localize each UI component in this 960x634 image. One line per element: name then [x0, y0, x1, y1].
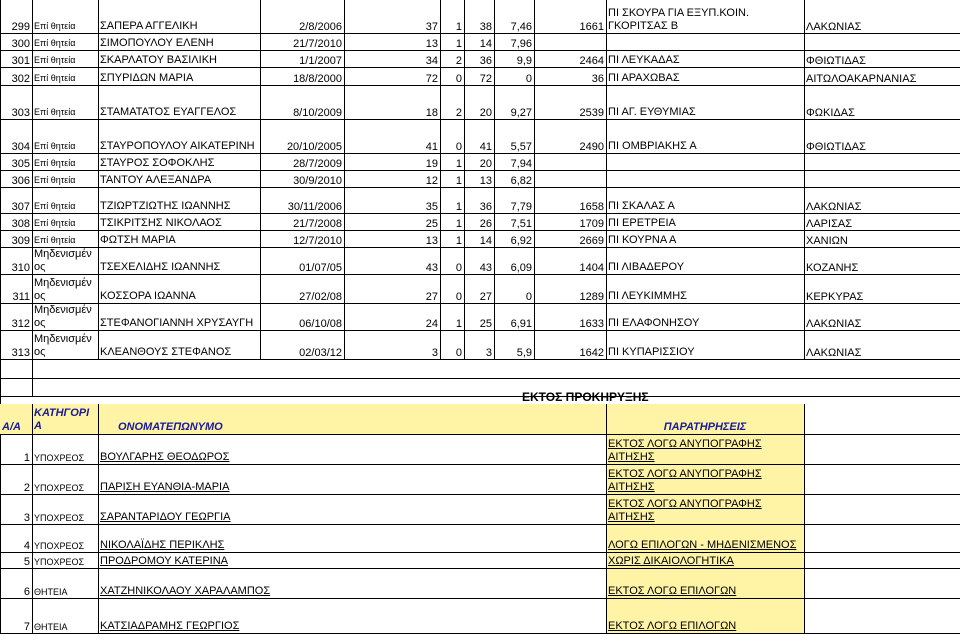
cell-name: ΤΑΝΤΟΥ ΑΛΕΞΑΝΔΡΑ: [100, 174, 212, 186]
cell-code: 1633: [579, 318, 604, 330]
cell-date: 21/7/2010: [293, 38, 342, 50]
cell-school: ΠΙ ΣΚΟΥΡΑ ΓΙΑ ΕΞΥΠ.ΚΟΙΝ. ΓΚΟΡΙΤΣΑΣ Β: [608, 7, 750, 32]
cell-name: ΣΑΡΑΝΤΑΡΙΔΟΥ ΓΕΩΡΓΙΑ: [100, 511, 231, 523]
cell-code: 36: [591, 73, 604, 85]
cell-aa: 1: [23, 452, 30, 464]
cell-n1: 18: [425, 107, 438, 119]
cell-n3: 27: [479, 291, 492, 303]
cell-n1: 25: [425, 218, 438, 230]
cell-code: 1642: [579, 347, 604, 359]
col-border: [494, 0, 495, 360]
cell-score: 6,82: [510, 175, 532, 187]
cell-category: Επί θητεία: [34, 21, 76, 31]
cell-code: 2490: [579, 141, 604, 153]
cell-aa: 2: [23, 482, 30, 494]
cell-aa: 305: [11, 158, 30, 170]
cell-aa: 5: [23, 556, 30, 568]
cell-aa: 312: [11, 318, 30, 330]
cell-category: Επί θητεία: [34, 218, 76, 228]
cell-code: 1709: [579, 218, 604, 230]
cell-score: 7,96: [510, 38, 532, 50]
cell-aa: 4: [23, 540, 30, 552]
cell-aa: 6: [23, 586, 30, 598]
cell-category: Επί θητεία: [34, 38, 76, 48]
cell-name: ΤΖΙΩΡΤΖΙΩΤΗΣ ΙΩΑΝΝΗΣ: [100, 200, 231, 212]
cell-region: ΦΩΚΙΔΑΣ: [806, 107, 855, 119]
cell-n2: 1: [455, 21, 462, 33]
cell-category: Μηδενισμέν ος: [34, 333, 92, 358]
cell-date: 18/8/2000: [293, 73, 342, 85]
header-name: ΟΝΟΜΑΤΕΠΩΝΥΜΟ: [98, 404, 606, 434]
cell-n1: 34: [425, 55, 438, 67]
cell-category: ΥΠΟΧΡΕΟΣ: [34, 483, 85, 493]
cell-category: Μηδενισμέν ος: [34, 277, 92, 302]
cell-school: ΠΙ ΑΡΑΧΩΒΑΣ: [608, 72, 680, 84]
cell-school: [606, 34, 804, 51]
cell-n1: 13: [425, 235, 438, 247]
cell-n1: 24: [425, 318, 438, 330]
cell-n3: 13: [479, 175, 492, 187]
cell-category: Μηδενισμέν ος: [34, 248, 92, 273]
col-border: [440, 0, 441, 360]
cell-date: 1/1/2007: [299, 55, 342, 67]
cell-n3: 38: [479, 21, 492, 33]
cell-date: 06/10/08: [299, 318, 342, 330]
cell-remarks: ΛΟΓΩ ΕΠΙΛΟΓΩΝ - ΜΗΔΕΝΙΣΜΕΝΟΣ: [606, 525, 804, 553]
cell-aa: 301: [11, 55, 30, 67]
cell-n3: 43: [479, 262, 492, 274]
cell-aa: 300: [11, 38, 30, 50]
cell-name: ΣΚΑΡΛΑΤΟΥ ΒΑΣΙΛΙΚΗ: [100, 54, 217, 66]
cell-score: 7,79: [510, 201, 532, 213]
cell-region: ΑΙΤΩΛΟΑΚΑΡΝΑΝΙΑΣ: [806, 73, 917, 85]
cell-school: ΠΙ ΚΟΥΡΝΑ Α: [608, 234, 677, 246]
cell-code: 1658: [579, 201, 604, 213]
row-border: [0, 396, 960, 397]
cell-n3: 3: [485, 347, 492, 359]
cell-school: ΠΙ ΛΕΥΚΑΔΑΣ: [608, 54, 680, 66]
cell-score: 0: [525, 73, 532, 85]
cell-category: ΥΠΟΧΡΕΟΣ: [34, 513, 85, 523]
cell-n3: 72: [479, 73, 492, 85]
cell-region: ΦΘΙΩΤΙΔΑΣ: [806, 141, 866, 153]
cell-n2: 1: [455, 201, 462, 213]
header-remarks: ΠΑΡΑΤΗΡΗΣΕΙΣ: [606, 404, 804, 434]
cell-n2: 0: [455, 73, 462, 85]
cell-n3: 36: [479, 55, 492, 67]
cell-code: [534, 171, 606, 188]
cell-name: ΧΑΤΖΗΝΙΚΟΛΑΟΥ ΧΑΡΑΛΑΜΠΟΣ: [100, 585, 271, 597]
cell-category: ΥΠΟΧΡΕΟΣ: [34, 541, 85, 551]
cell-category: Επί θητεία: [34, 201, 76, 211]
cell-date: 2/8/2006: [299, 21, 342, 33]
cell-score: 6,92: [510, 235, 532, 247]
cell-n2: 0: [455, 262, 462, 274]
cell-n2: 2: [455, 55, 462, 67]
cell-school: ΠΙ ΛΕΥΚΙΜΜΗΣ: [608, 290, 687, 302]
cell-n1: 12: [425, 175, 438, 187]
cell-date: 27/02/08: [299, 291, 342, 303]
cell-code: 2464: [579, 55, 604, 67]
row-border: [0, 378, 960, 379]
cell-school: ΠΙ ΕΛΑΦΟΝΗΣΟΥ: [608, 317, 700, 329]
cell-score: 9,9: [516, 55, 532, 67]
col-border: [32, 360, 33, 396]
cell-aa: 306: [11, 175, 30, 187]
col-border: [260, 0, 261, 360]
cell-aa: 299: [11, 21, 30, 33]
cell-aa: 3: [23, 512, 30, 524]
cell-n2: 0: [455, 141, 462, 153]
cell-n1: 72: [425, 73, 438, 85]
cell-n3: 41: [479, 141, 492, 153]
cell-name: ΣΤΕΦΑΝΟΓΙΑΝΝΗ ΧΡΥΣΑΥΓΗ: [100, 317, 254, 329]
cell-school: ΠΙ ΕΡΕΤΡΕΙΑ: [608, 217, 676, 229]
cell-code: [534, 154, 606, 171]
cell-aa: 7: [23, 621, 30, 633]
cell-date: 30/11/2006: [287, 201, 342, 213]
cell-date: 01/07/05: [299, 262, 342, 274]
cell-aa: 303: [11, 107, 30, 119]
cell-aa: 313: [11, 347, 30, 359]
col-border: [804, 404, 805, 634]
cell-n2: 2: [455, 107, 462, 119]
cell-code: [534, 34, 606, 51]
cell-remarks: ΕΚΤΟΣ ΛΟΓΩ ΑΝΥΠΟΓΡΑΦΗΣ ΑΙΤΗΣΗΣ: [606, 435, 804, 465]
cell-n3: 25: [479, 318, 492, 330]
cell-region: ΚΟΖΑΝΗΣ: [806, 262, 859, 274]
cell-category: ΥΠΟΧΡΕΟΣ: [34, 557, 85, 567]
cell-category: Επί θητεία: [34, 158, 76, 168]
cell-n3: 36: [479, 201, 492, 213]
cell-region: ΧΑΝΙΩΝ: [806, 235, 848, 247]
cell-name: ΣΤΑΜΑΤΑΤΟΣ ΕΥΑΓΓΕΛΟΣ: [100, 106, 237, 118]
cell-region: [804, 154, 960, 171]
header-category: ΚΑΤΗΓΟΡΙ Α: [32, 404, 98, 434]
cell-n2: 1: [455, 218, 462, 230]
cell-category: Μηδενισμέν ος: [34, 304, 92, 329]
cell-date: 12/7/2010: [293, 235, 342, 247]
cell-n2: 1: [455, 158, 462, 170]
cell-aa: 310: [11, 262, 30, 274]
cell-aa: 311: [12, 291, 30, 303]
cell-name: ΦΩΤΣΗ ΜΑΡΙΑ: [100, 234, 176, 246]
cell-n3: 14: [479, 235, 492, 247]
cell-aa: 307: [11, 201, 30, 213]
cell-region: [804, 34, 960, 51]
cell-n1: 3: [431, 347, 438, 359]
cell-n2: 1: [455, 318, 462, 330]
cell-region: ΛΑΚΩΝΙΑΣ: [806, 21, 862, 33]
cell-school: [606, 154, 804, 171]
col-border: [98, 0, 99, 360]
col-border: [606, 404, 607, 634]
cell-name: ΣΤΑΥΡΟΠΟΥΛΟΥ ΑΙΚΑΤΕΡΙΝΗ: [100, 140, 255, 152]
col-border: [804, 0, 805, 360]
cell-region: ΦΘΙΩΤΙΔΑΣ: [806, 55, 866, 67]
cell-name: ΠΡΟΔΡΟΜΟΥ ΚΑΤΕΡΙΝΑ: [100, 555, 228, 567]
cell-name: ΚΛΕΑΝΘΟΥΣ ΣΤΕΦΑΝΟΣ: [100, 346, 232, 358]
cell-category: Επί θητεία: [34, 175, 76, 185]
cell-date: 8/10/2009: [293, 107, 342, 119]
cell-score: 7,46: [510, 21, 532, 33]
cell-n1: 19: [425, 158, 438, 170]
cell-score: 5,57: [510, 141, 532, 153]
cell-name: ΝΙΚΟΛΑΪΔΗΣ ΠΕΡΙΚΛΗΣ: [100, 539, 225, 551]
cell-region: ΚΕΡΚΥΡΑΣ: [806, 291, 864, 303]
cell-date: 21/7/2008: [293, 218, 342, 230]
cell-name: ΣΙΜΟΠΟΥΛΟΥ ΕΛΕΝΗ: [100, 37, 214, 49]
col-border: [464, 0, 465, 360]
cell-category: ΥΠΟΧΡΕΟΣ: [34, 453, 85, 463]
cell-aa: 309: [11, 235, 30, 247]
cell-remarks: ΕΚΤΟΣ ΛΟΓΩ ΑΝΥΠΟΓΡΑΦΗΣ ΑΙΤΗΣΗΣ: [606, 465, 804, 495]
cell-category: Επί θητεία: [34, 235, 76, 245]
cell-code: 2539: [579, 107, 604, 119]
cell-remarks: ΕΚΤΟΣ ΛΟΓΩ ΑΝΥΠΟΓΡΑΦΗΣ ΑΙΤΗΣΗΣ: [606, 495, 804, 525]
cell-category: Επί θητεία: [34, 107, 76, 117]
cell-remarks: ΧΩΡΙΣ ΔΙΚΑΙΟΛΟΓΗΤΙΚΑ: [606, 553, 804, 569]
cell-aa: 304: [11, 141, 30, 153]
cell-code: 2669: [579, 235, 604, 247]
cell-n3: 26: [479, 218, 492, 230]
cell-school: [606, 171, 804, 188]
col-border: [98, 404, 99, 634]
cell-n2: 1: [455, 175, 462, 187]
cell-name: ΤΣΙΚΡΙΤΣΗΣ ΝΙΚΟΛΑΟΣ: [100, 217, 222, 229]
cell-school: ΠΙ ΛΙΒΑΔΕΡΟΥ: [608, 261, 685, 273]
cell-code: 1661: [579, 21, 604, 33]
cell-aa: 308: [11, 218, 30, 230]
cell-name: ΣΠΥΡΙΔΩΝ ΜΑΡΙΑ: [100, 72, 194, 84]
cell-category: ΘΗΤΕΙΑ: [34, 622, 68, 632]
cell-code: 1404: [579, 262, 604, 274]
col-border: [32, 0, 33, 360]
cell-school: ΠΙ ΣΚΑΛΑΣ Α: [608, 200, 675, 212]
cell-remarks: ΕΚΤΟΣ ΛΟΓΩ ΕΠΙΛΟΓΩΝ: [606, 599, 804, 634]
cell-remarks: ΕΚΤΟΣ ΛΟΓΩ ΕΠΙΛΟΓΩΝ: [606, 569, 804, 599]
cell-school: ΠΙ ΟΜΒΡΙΑΚΗΣ Α: [608, 140, 697, 152]
cell-n1: 35: [425, 201, 438, 213]
row-border: [0, 359, 960, 360]
cell-school: ΠΙ ΚΥΠΑΡΙΣΣΙΟΥ: [608, 346, 695, 358]
cell-n1: 13: [425, 38, 438, 50]
cell-region: ΛΑΡΙΣΑΣ: [806, 218, 853, 230]
cell-region: ΛΑΚΩΝΙΑΣ: [806, 201, 862, 213]
col-border: [344, 0, 345, 360]
cell-score: 7,94: [510, 158, 532, 170]
cell-score: 6,09: [510, 262, 532, 274]
cell-n2: 1: [455, 38, 462, 50]
col-border: [32, 404, 33, 634]
cell-name: ΒΟΥΛΓΑΡΗΣ ΘΕΟΔΩΡΟΣ: [100, 451, 230, 463]
cell-region: [804, 171, 960, 188]
cell-name: ΚΟΣΣΟΡΑ ΙΩΑΝΝΑ: [100, 290, 196, 302]
cell-n1: 37: [425, 21, 438, 33]
cell-region: ΛΑΚΩΝΙΑΣ: [806, 347, 862, 359]
cell-n2: 1: [455, 235, 462, 247]
cell-aa: 302: [11, 73, 30, 85]
cell-category: Επί θητεία: [34, 73, 76, 83]
cell-score: 6,91: [510, 318, 532, 330]
cell-score: 9,27: [510, 107, 532, 119]
cell-n3: 14: [479, 38, 492, 50]
cell-date: 02/03/12: [299, 347, 342, 359]
cell-n2: 0: [455, 347, 462, 359]
section-title: ΕΚΤΟΣ ΠΡΟΚΗΡΥΞΗΣ: [522, 390, 649, 404]
cell-name: ΣΑΠΕΡΑ ΑΓΓΕΛΙΚΗ: [100, 20, 198, 32]
cell-score: 7,51: [510, 218, 532, 230]
header-aa: Α/Α: [0, 404, 32, 434]
cell-code: 1289: [579, 291, 604, 303]
cell-n1: 41: [425, 141, 438, 153]
cell-category: Επί θητεία: [34, 55, 76, 65]
cell-date: 20/10/2005: [286, 141, 342, 153]
cell-n2: 0: [455, 291, 462, 303]
cell-region: ΛΑΚΩΝΙΑΣ: [806, 318, 862, 330]
cell-score: 0: [525, 291, 532, 303]
cell-date: 30/9/2010: [293, 175, 342, 187]
cell-name: ΠΑΡΙΣΗ ΕΥΑΝΘΙΑ-ΜΑΡΙΑ: [100, 481, 230, 493]
cell-name: ΤΣΕΧΕΛΙΔΗΣ ΙΩΑΝΝΗΣ: [100, 261, 221, 273]
cell-name: ΣΤΑΥΡΟΣ ΣΟΦΟΚΛΗΣ: [100, 157, 215, 169]
cell-n3: 20: [479, 107, 492, 119]
cell-n3: 20: [479, 158, 492, 170]
col-border: [534, 0, 535, 360]
cell-n1: 27: [425, 291, 438, 303]
cell-category: ΘΗΤΕΙΑ: [34, 587, 68, 597]
cell-category: Επί θητεία: [34, 141, 76, 151]
cell-name: ΚΑΤΣΙΑΔΡΑΜΗΣ ΓΕΩΡΓΙΟΣ: [100, 620, 240, 632]
cell-school: ΠΙ ΑΓ. ΕΥΘΥΜΙΑΣ: [608, 106, 696, 118]
cell-score: 5,9: [516, 347, 532, 359]
col-border: [606, 0, 607, 360]
cell-date: 28/7/2009: [293, 158, 342, 170]
cell-n1: 43: [425, 262, 438, 274]
